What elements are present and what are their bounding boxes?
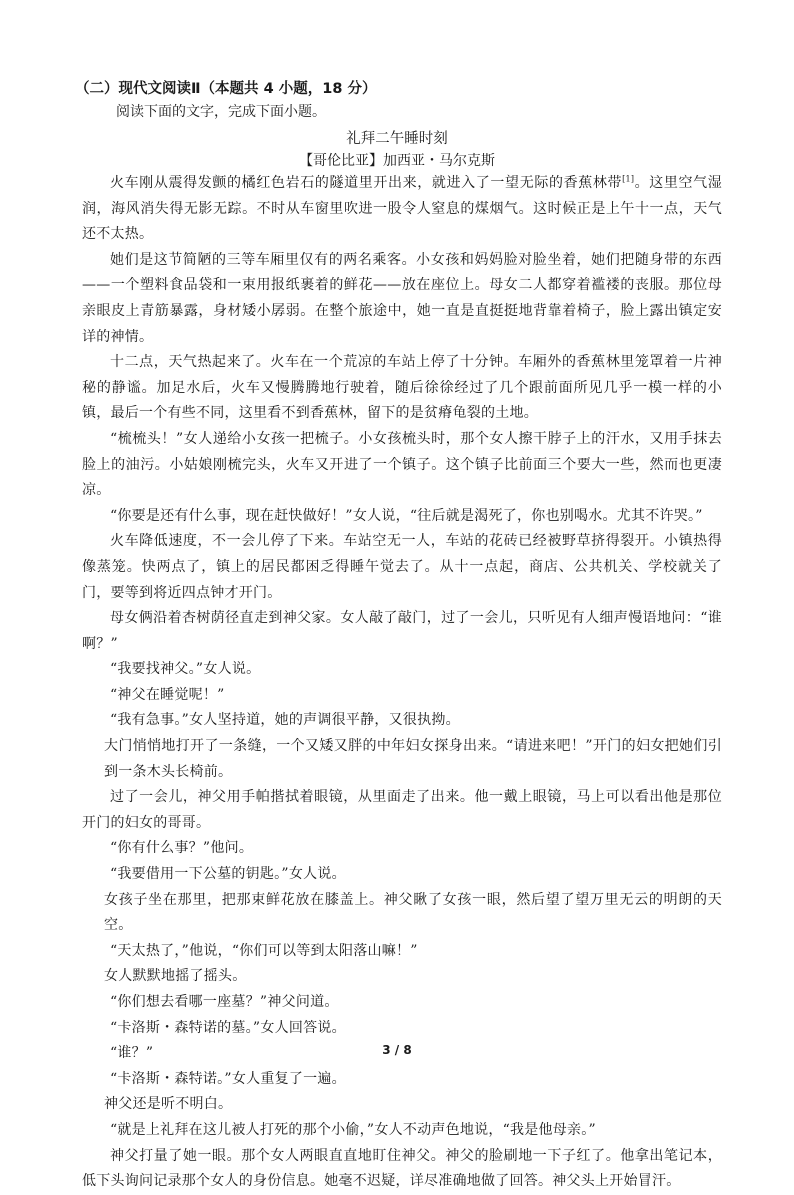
paragraph: 火车降低速度，不一会儿停了下来。车站空无一人，车站的花砖已经被野草挤得裂开。小镇热得像蒸笼。快两点了，镇上的居民都困乏得睡午觉去了。从十一点起，商店、公共机关、学校就关了门，要等到将近四点钟才开门。 (82, 533, 722, 601)
paragraph: 神父还是听不明白。 (104, 1096, 233, 1113)
paragraph: “你有什么事？”他问。 (110, 840, 254, 857)
passage-body (82, 171, 722, 1195)
paragraph: “我要借用一下公墓的钥匙。”女人说。 (110, 866, 346, 883)
paragraph: “我有急事。”女人坚持道，她的声调很平静，又很执拗。 (110, 712, 460, 729)
passage-author: 【哥伦比亚】加西亚・马尔克斯 (299, 153, 495, 169)
paragraph: “卡洛斯・森特诺的墓。”女人回答说。 (110, 1019, 346, 1036)
paragraph: “天太热了，”他说，“你们可以等到太阳落山嘛！” (110, 942, 418, 959)
paragraph: “就是上礼拜在这儿被人打死的那个小偷，”女人不动声色地说，“我是他母亲。” (110, 1121, 596, 1138)
reading-instruction: 阅读下面的文字，完成下面小题。 (116, 104, 326, 120)
paragraph: 十二点，天气热起来了。火车在一个荒凉的车站上停了十分钟。车厢外的香蕉林里笼罩着一片神秘的静谧。加足水后，火车又慢腾腾地行驶着，随后徐徐经过了几个跟前面所见几乎一模一样的小镇，最后一个有些不同，这里看不到香蕉林，留下的是贫瘠龟裂的土地。 (82, 354, 722, 422)
paragraph: “卡洛斯・森特诺。”女人重复了一遍。 (110, 1070, 346, 1087)
paragraph: “你要是还有什么事，现在赶快做好！”女人说，“往后就是渴死了，你也别喝水。尤其不许哭。” (110, 507, 703, 524)
paragraph-text: 。这里空气湿润，海风消失得无影无踪。不时从车窗里吹进一股令人窒息的煤烟气。这时候正是上午十一点，天气还不太热。 (82, 175, 723, 243)
passage-title: 礼拜二午睡时刻 (346, 131, 448, 147)
paragraph-text: 火车刚从震得发颤的橘红色岩石的隧道里开出来，就进入了一望无际的香蕉林带 (110, 175, 623, 191)
paragraph: “神父在睡觉呢！” (110, 686, 225, 703)
footnote-marker: [1] (622, 174, 635, 184)
paragraph: 女人默默地摇了摇头。 (104, 968, 247, 985)
section-heading: （二）现代文阅读Ⅱ（本题共 4 小题，18 分） (75, 81, 377, 97)
paragraph (82, 171, 722, 248)
paragraph: “你们想去看哪一座墓？”神父问道。 (110, 994, 339, 1010)
paragraph: “我要找神父。”女人说。 (110, 661, 261, 678)
paragraph: 她们是这节简陋的三等车厢里仅有的两名乘客。小女孩和妈妈脸对脸坐着，她们把随身带的东西——一个塑料食品袋和一束用报纸裹着的鲜花——放在座位上。母女二人都穿着褴褛的丧服。那位母亲眼皮上青筋暴露，身材矮小孱弱。在整个旅途中，她一直是直挺挺地背靠着椅子，脸上露出镇定安详的神情。 (82, 251, 722, 345)
paragraph: 母女俩沿着杏树荫径直走到神父家。女人敲了敲门，过了一会儿，只听见有人细声慢语地问：“谁啊？” (82, 610, 722, 652)
paragraph: 神父打量了她一眼。那个女人两眼直直地盯住神父。神父的脸刷地一下子红了。他拿出笔记本，低下头询问记录那个女人的身份信息。她毫不迟疑，详尽准确地做了回答。神父头上开始冒汗。 (82, 1147, 722, 1190)
paragraph: “谁？” (110, 1045, 154, 1062)
paragraph: 过了一会儿，神父用手帕揩拭着眼镜，从里面走了出来。他一戴上眼镜，马上可以看出他是那位开门的妇女的哥哥。 (82, 789, 722, 831)
page-number: 3 / 8 (382, 1043, 412, 1057)
paragraph: 大门悄悄地打开了一条缝，一个又矮又胖的中年妇女探身出来。“请进来吧！”开门的妇女把她们引到一条木头长椅前。 (104, 738, 722, 780)
paragraph: “梳梳头！”女人递给小女孩一把梳子。小女孩梳头时，那个女人擦干脖子上的汗水，又用手抹去脸上的油污。小姑娘刚梳完头，火车又开进了一个镇子。这个镇子比前面三个要大一些，然而也更凄凉。 (82, 430, 722, 499)
paragraph: 女孩子坐在那里，把那束鲜花放在膝盖上。神父瞅了女孩一眼，然后望了望万里无云的明朗的天空。 (104, 891, 722, 934)
